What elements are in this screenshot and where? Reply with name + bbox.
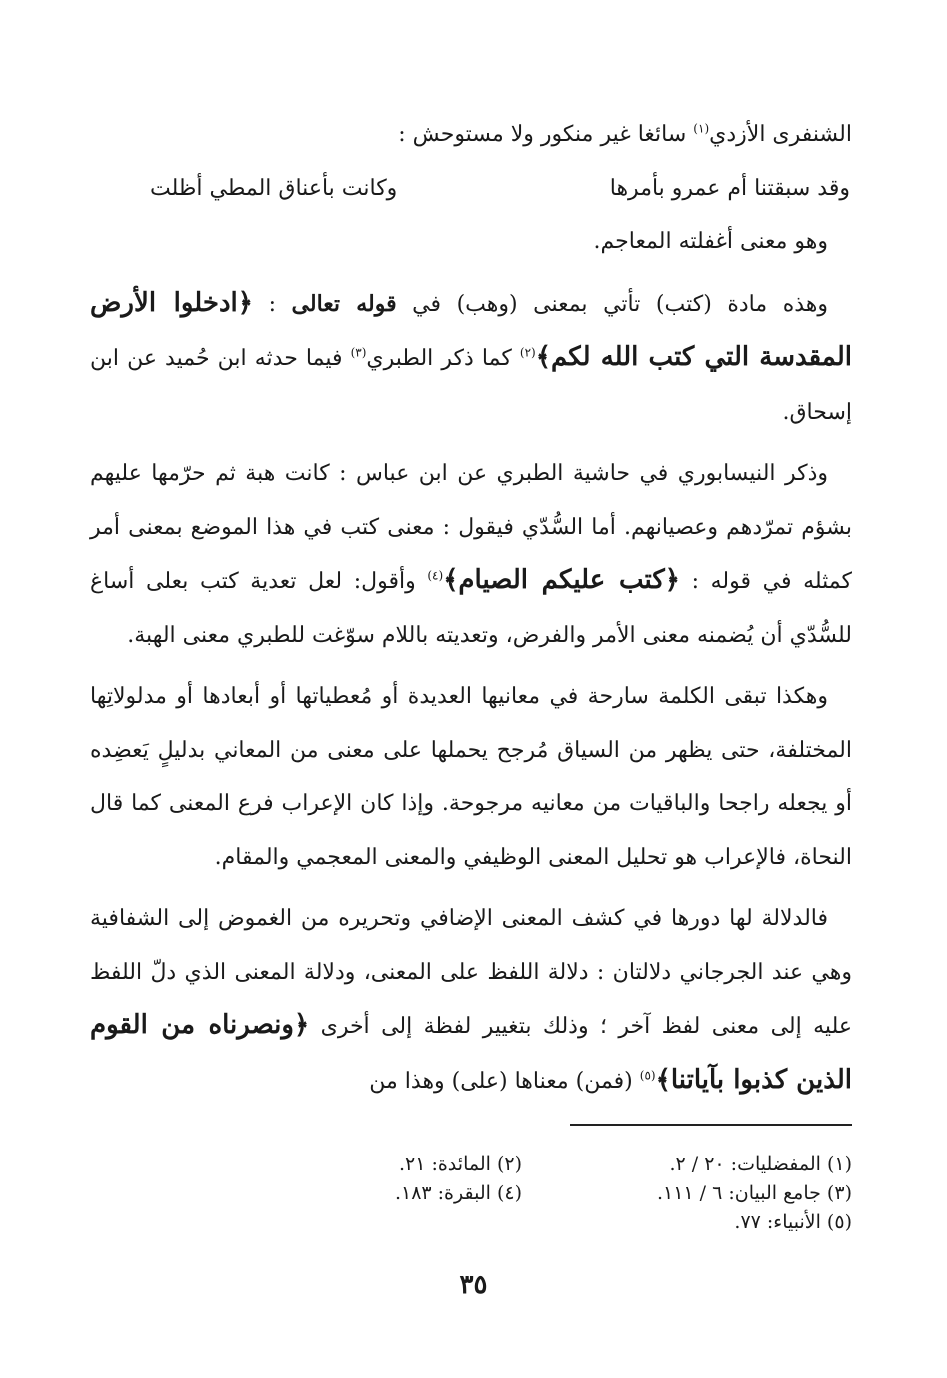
text-run: وأقول: لعل تعدية كتب بعلى أساغ للسُّدّي أن يُضمنه معنى الأمر والفرض، وتعديته باللام سوّغت للطبري معنى الهبة.	[90, 569, 852, 648]
footnote-4: (٤) البقرة: ١٨٣.	[394, 1182, 522, 1204]
poem-verse	[90, 162, 852, 216]
footnote-5: (٥) الأنبياء: ٧٧.	[734, 1211, 852, 1233]
footnote-1: (١) المفضليات: ٢٠ / ٢.	[669, 1153, 852, 1175]
main-text	[90, 108, 852, 1108]
poem-first-hemistich: وقد سبقتنا أم عمرو بأمرها	[609, 175, 850, 201]
poem-second-hemistich: وكانت بأعناق المطي أظلت	[150, 175, 398, 201]
quran-verse: ﴿ونصرناه من القوم الذين كذبوا بآياتنا﴾	[90, 1010, 852, 1095]
footnotes	[252, 1150, 852, 1237]
footnote-divider	[570, 1124, 852, 1126]
paragraph-2: وهو معنى أغفلته المعاجم.	[593, 229, 828, 254]
quran-verse: ﴿كتب عليكم الصيام﴾	[443, 565, 680, 595]
footnote-ref-2: (٢)	[519, 345, 536, 360]
paragraph-6	[90, 892, 852, 1108]
paragraph-3	[90, 277, 852, 440]
footnote-ref-4: (٤)	[427, 568, 444, 583]
text-run: كما ذكر الطبري	[366, 346, 520, 371]
text-run: وذكر النيسابوري في حاشية الطبري عن ابن عباس : كانت هبة ثم حرّمها عليهم بشؤم تمرّدهم وعصيانهم. أما السُّدّي فيقول : معنى كتب في هذا الموضع بمعنى أمر كمثله في قوله :	[90, 461, 852, 594]
footnote-ref-1: (١)	[693, 121, 710, 136]
text-run: وهذه مادة (كتب) تأتي بمعنى (وهب) في	[396, 291, 829, 317]
footnote-ref-5: (٥)	[639, 1068, 656, 1083]
paragraph-5: وهكذا تبقى الكلمة سارحة في معانيها العديدة أو مُعطياتها أو أبعادها أو مدلولاتِها المختلفة، حتى يظهر من السياق مُرجح يحملها على معنى من المعاني بدليلٍ يَعضِده أو يجعله راجحا والباقيات من معانيه مرجوحة. وإذا كان الإعراب فرع المعنى كما قال النحاة، فالإعراب هو تحليل المعنى الوظيفي والمعنى المعجمي والمقام.	[90, 684, 852, 870]
footnote-ref-3: (٣)	[350, 345, 367, 360]
text-run: الشنفرى الأزدي	[709, 122, 852, 147]
text-run: (فمن) معناها (على) وهذا من	[369, 1068, 640, 1094]
footnote-2: (٢) المائدة: ٢١.	[398, 1153, 522, 1175]
paragraph-4	[90, 447, 852, 662]
page-number: ٣٥	[459, 1270, 488, 1300]
quran-verse: ﴿ادخلوا الأرض المقدسة التي كتب الله لكم﴾	[90, 287, 852, 372]
footnote-3: (٣) جامع البيان: ٦ / ١١١.	[656, 1182, 852, 1204]
paragraph-1	[90, 108, 852, 162]
bold-phrase: قوله تعالى	[291, 290, 397, 317]
text-run: فالدلالة لها دورها في كشف المعنى الإضافي وتحريره من الغموض إلى الشفافية وهي عند الجرجاني دلالتان : دلالة اللفظ على المعنى، ودلالة المعنى الذي دلّ اللفظ عليه إلى معنى لفظ آخر ؛ وذلك بتغيير لفظة إلى أخرى	[90, 906, 852, 1039]
text-run: :	[253, 291, 292, 317]
text-run: سائغا غير منكور ولا مستوحش :	[398, 122, 694, 147]
text-run: فيما حدثه ابن حُميد عن ابن إسحاق.	[90, 346, 852, 425]
